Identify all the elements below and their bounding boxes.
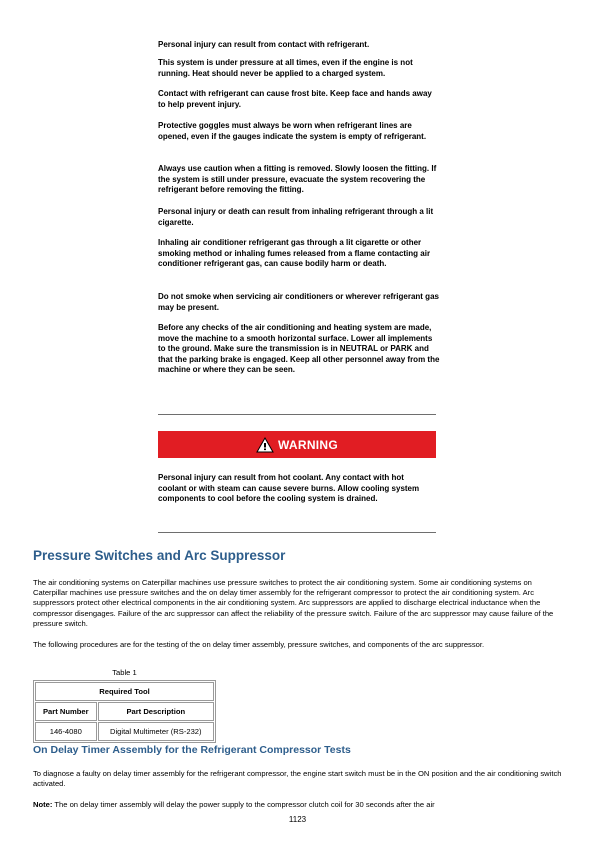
warning-text-3: Contact with refrigerant can cause frost bite. Keep face and hands away to help prevent injury. [158,89,432,109]
warning-text-2: This system is under pressure at all times, even if the engine is not running. Heat should never be applied to a charged system. [158,58,413,78]
divider-rule [158,414,436,415]
body-paragraph: To diagnose a faulty on delay timer assembly for the refrigerant compressor, the engine start switch must be in the ON position and the air conditioning switch activated. [33,769,562,789]
table-header: Part Description [98,702,214,721]
note-text: The on delay timer assembly will delay the power supply to the compressor clutch coil for 30 seconds after the air [52,800,435,809]
table-caption: Table 1 [112,668,137,677]
body-paragraph: The following procedures are for the testing of the on delay timer assembly, pressure switches, and components of the arc suppressor. [33,640,485,649]
warning-text-8: Do not smoke when servicing air conditioners or wherever refrigerant gas may be present. [158,292,439,312]
warning-triangle-icon [256,437,274,453]
warning-text-1: Personal injury can result from contact with refrigerant. [158,40,370,49]
warning-text-coolant: Personal injury can result from hot coolant. Any contact with hot coolant or with steam can cause severe burns. Allow cooling system components to cool before the cooling system is drained. [158,473,420,504]
warning-label: WARNING [277,437,339,452]
warning-text-5: Always use caution when a fitting is removed. Slowly loosen the fitting. If the system is still under pressure, evacuate the system recovering the refrigerant before removing the fitting. [158,164,437,195]
subsection-title: On Delay Timer Assembly for the Refrigerant Compressor Tests [33,744,351,756]
divider-rule [158,532,436,533]
required-tool-table [33,680,216,743]
table-header: Part Number [35,702,97,721]
note-paragraph [33,800,568,810]
page-number: 1123 [288,815,307,824]
table-cell: Digital Multimeter (RS-232) [98,722,214,741]
table-title: Required Tool [35,682,214,701]
warning-banner [158,431,436,458]
warning-text-6: Personal injury or death can result from inhaling refrigerant through a lit cigarette. [158,207,434,227]
warning-text-7: Inhaling air conditioner refrigerant gas through a lit cigarette or other smoking method or inhaling fumes released from a flame contacting air conditioner refrigerant gas, can cause bodily harm or death. [158,238,431,269]
table-row [35,722,214,741]
section-title: Pressure Switches and Arc Suppressor [33,548,286,563]
body-paragraph: The air conditioning systems on Caterpillar machines use pressure switches to protect the air conditioning system. Some air conditioning systems on Caterpillar machines use pressure switches and the on delay timer assembly for the refrigerant compressor to protect the air conditioning system. Arc suppressors protect other electrical components in the air conditioning system. Arc suppressors are applied to discharge electrical inductance when the compressor disengages. Failure of the arc suppressor can affect the reliability of the pressure switch. Failure of the arc suppressor may cause failure of the pressure switch. [33,578,554,628]
note-label: Note: [33,800,53,809]
warning-text-9: Before any checks of the air conditioning and heating system are made, move the machine to a smooth horizontal surface. Lower all implements to the ground. Make sure the transmission is in NEUTRAL or PARK and that the parking brake is engaged. Keep all other personnel away from the machine or where they can be seen. [158,323,440,375]
warning-text-4: Protective goggles must always be worn when refrigerant lines are opened, even if the gauges indicate the system is empty of refrigerant. [158,121,427,141]
table-cell: 146-4080 [35,722,97,741]
